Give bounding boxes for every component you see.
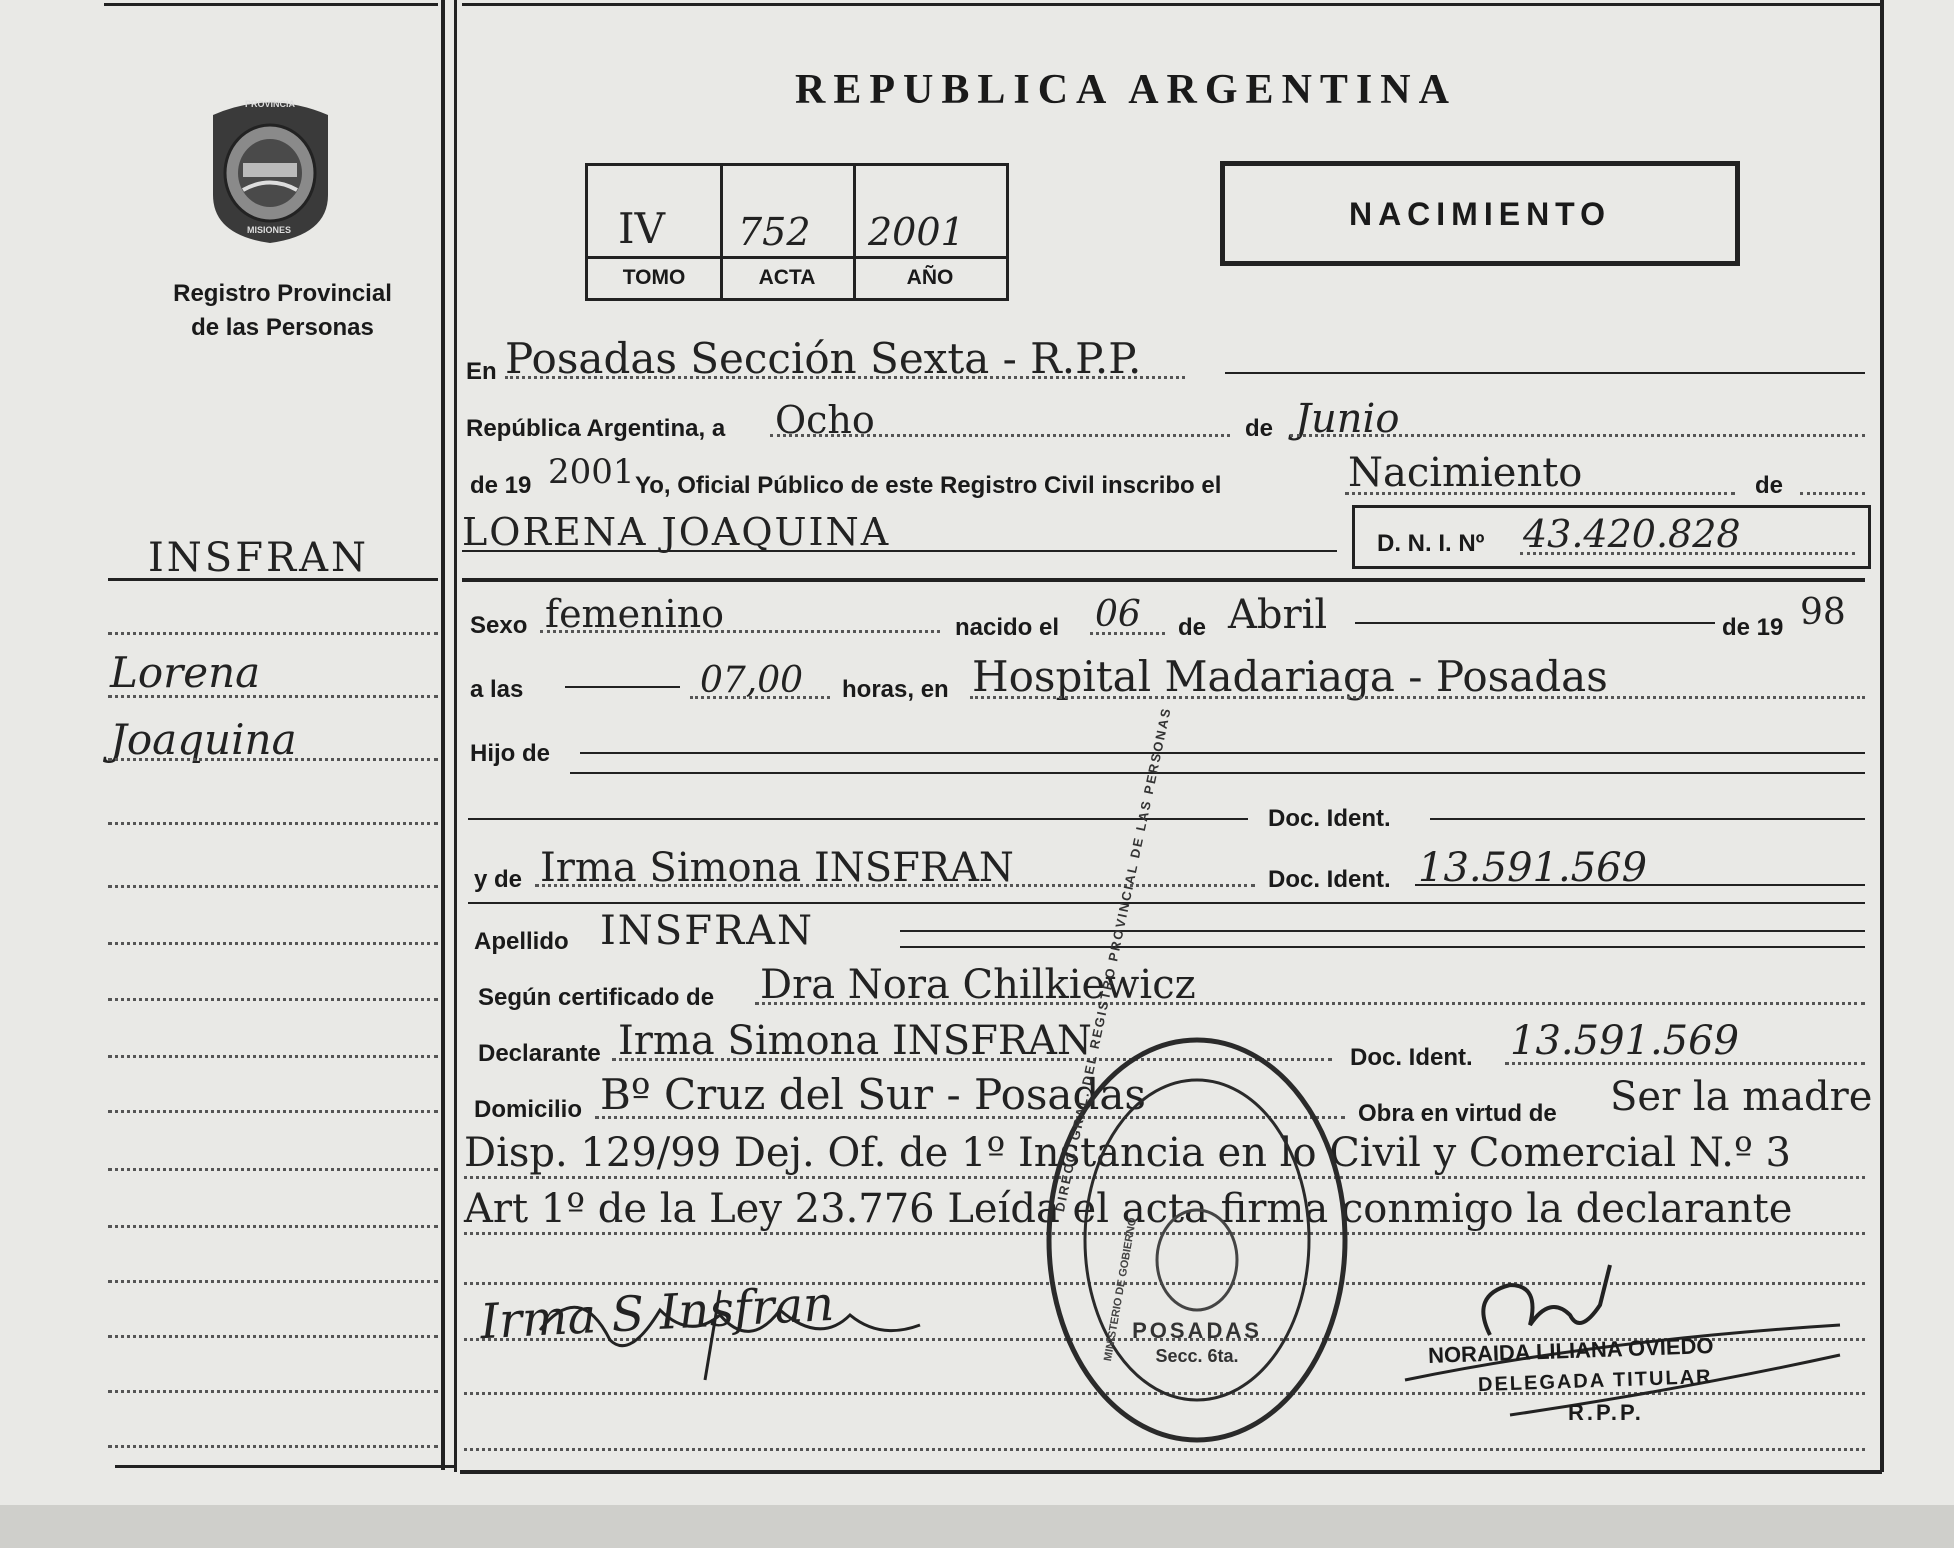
margin-dots-4 bbox=[108, 822, 438, 825]
mother-doc-label: Doc. Ident. bbox=[1268, 866, 1391, 893]
place-value: Hospital Madariaga - Posadas bbox=[972, 652, 1608, 701]
full-name: LORENA JOAQUINA bbox=[462, 510, 891, 554]
margin-surname: INSFRAN bbox=[148, 535, 369, 581]
official-name: NORAIDA LILIANA OVIEDO bbox=[1427, 1333, 1714, 1368]
declarante-doc-dots bbox=[1505, 1062, 1865, 1065]
obra-label: Obra en virtud de bbox=[1358, 1100, 1557, 1127]
birth-month-rule bbox=[1355, 622, 1715, 624]
en-value: Posadas Sección Sexta - R.P.P. bbox=[505, 334, 1142, 383]
act-dots bbox=[1345, 492, 1735, 495]
stamp-ring-text: DIRECC. GRAL. DEL REGISTRO PROVINCIAL DE LAS PERSONAS bbox=[1052, 705, 1174, 1214]
certificado-dots bbox=[755, 1002, 1865, 1005]
seal-top-text: PROVINCIA bbox=[245, 99, 296, 109]
margin-dots-13 bbox=[108, 1335, 438, 1338]
dni-box bbox=[1352, 505, 1871, 569]
bottom-rule bbox=[460, 1470, 1882, 1474]
de-label: de bbox=[1245, 415, 1274, 442]
record-type-box bbox=[1220, 161, 1740, 266]
segun-label: Según certificado de bbox=[478, 984, 715, 1011]
year-value: 2001 bbox=[548, 452, 635, 492]
year-prefix: de 19 bbox=[470, 472, 532, 499]
record-type: NACIMIENTO bbox=[1348, 196, 1612, 232]
stamp-city: POSADAS bbox=[1132, 1318, 1262, 1343]
acta-label: ACTA bbox=[758, 266, 816, 289]
apellido-rule-2 bbox=[900, 946, 1865, 948]
note-line-1: Disp. 129/99 Dej. Of. de 1º Instancia en lo Civil y Comercial N.º 3 bbox=[464, 1130, 1791, 1176]
signature-left-stroke bbox=[520, 1270, 940, 1370]
margin-dots-15 bbox=[108, 1445, 438, 1448]
act-value: Nacimiento bbox=[1348, 450, 1583, 496]
day-dots bbox=[770, 434, 1230, 437]
registry-line-2: de las Personas bbox=[191, 314, 374, 341]
mother-value: Irma Simona INSFRAN bbox=[540, 845, 1014, 891]
stamp-section: Secc. 6ta. bbox=[1155, 1346, 1239, 1366]
father-doc-label: Doc. Ident. bbox=[1268, 805, 1391, 832]
apellido-label: Apellido bbox=[474, 928, 569, 955]
apellido-value: INSFRAN bbox=[600, 908, 814, 954]
margin-dots-14 bbox=[108, 1390, 438, 1393]
hijo-label: Hijo de bbox=[470, 740, 551, 767]
horas-label: horas, en bbox=[842, 676, 949, 703]
apellido-rule bbox=[900, 930, 1865, 932]
mother-doc: 13.591.569 bbox=[1418, 845, 1648, 891]
country-title: REPUBLICA ARGENTINA bbox=[795, 67, 1457, 113]
note-line-2: Art 1º de la Ley 23.776 Leída el acta firma conmigo la declarante bbox=[464, 1186, 1793, 1232]
declarante-doc-label: Doc. Ident. bbox=[1350, 1044, 1473, 1071]
margin-dots-1 bbox=[108, 632, 438, 635]
sexo-value: femenino bbox=[545, 592, 725, 636]
margin-dots-2 bbox=[108, 695, 438, 698]
day-text: Ocho bbox=[775, 398, 875, 442]
column-divider bbox=[441, 0, 445, 1470]
margin-dots-3 bbox=[108, 758, 438, 761]
nacido-label: nacido el bbox=[955, 614, 1060, 641]
mother-doc-rule bbox=[1415, 884, 1865, 886]
sexo-dots bbox=[540, 630, 940, 633]
father-doc-rule bbox=[1430, 818, 1865, 820]
place-dots bbox=[970, 696, 1865, 699]
margin-name-2: Joaquina bbox=[110, 715, 297, 764]
en-rule bbox=[1225, 372, 1865, 374]
alas-rule bbox=[565, 686, 680, 688]
month-text: Junio bbox=[1295, 396, 1400, 442]
tomo-value: IV bbox=[618, 204, 665, 253]
birth-day-dots bbox=[1090, 632, 1165, 635]
birth-year-prefix: de 19 bbox=[1722, 614, 1784, 641]
anio-value: 2001 bbox=[868, 210, 965, 254]
yde-label: y de bbox=[474, 866, 523, 893]
margin-dots-9 bbox=[108, 1110, 438, 1113]
right-border bbox=[1880, 0, 1884, 1472]
margin-name-1: Lorena bbox=[110, 648, 261, 697]
record-box bbox=[585, 163, 1009, 301]
margin-dots-6 bbox=[108, 942, 438, 945]
registry-line-1: Registro Provincial bbox=[173, 280, 392, 307]
bottom-rule-left bbox=[115, 1465, 455, 1468]
margin-dots-10 bbox=[108, 1168, 438, 1171]
month-dots bbox=[1290, 434, 1865, 437]
obra-value: Ser la madre bbox=[1610, 1074, 1873, 1120]
declarante-value: Irma Simona INSFRAN bbox=[618, 1018, 1092, 1064]
mother-rule-2 bbox=[468, 902, 1865, 904]
tomo-label: TOMO bbox=[622, 266, 686, 289]
birth-year-value: 98 bbox=[1800, 592, 1846, 633]
declarante-label: Declarante bbox=[478, 1040, 601, 1067]
thick-rule-1 bbox=[462, 578, 1865, 582]
signature-left: Irma S Insfran bbox=[478, 1275, 836, 1351]
hijo-rule-2 bbox=[570, 772, 1865, 774]
hour-dots bbox=[690, 696, 830, 699]
birth-de-label: de bbox=[1178, 614, 1207, 641]
page-bottom-edge bbox=[0, 1505, 1954, 1548]
father-rule bbox=[468, 818, 1248, 820]
margin-dots-7 bbox=[108, 998, 438, 1001]
sexo-label: Sexo bbox=[470, 612, 528, 639]
birth-day: 06 bbox=[1095, 594, 1141, 635]
de-label-2: de bbox=[1755, 472, 1784, 499]
alas-label: a las bbox=[470, 676, 524, 703]
birth-month: Abril bbox=[1228, 592, 1328, 638]
margin-dots-12 bbox=[108, 1280, 438, 1283]
hijo-rule-1 bbox=[580, 752, 1865, 754]
margin-dots-8 bbox=[108, 1055, 438, 1058]
declarante-doc: 13.591.569 bbox=[1510, 1018, 1740, 1064]
dni-label: D. N. I. Nº bbox=[1377, 530, 1485, 557]
republica-label: República Argentina, a bbox=[466, 415, 726, 442]
certificado-value: Dra Nora Chilkiewicz bbox=[760, 962, 1196, 1008]
official-org: R.P.P. bbox=[1568, 1400, 1644, 1425]
margin-dots-11 bbox=[108, 1225, 438, 1228]
margin-dots-5 bbox=[108, 885, 438, 888]
top-rule-right bbox=[462, 3, 1880, 6]
top-rule-left bbox=[104, 3, 438, 6]
mother-dots bbox=[535, 884, 1255, 887]
seal-bottom-text: MISIONES bbox=[247, 225, 292, 235]
domicilio-label: Domicilio bbox=[474, 1096, 583, 1123]
yo-text: Yo, Oficial Público de este Registro Civil inscribo el bbox=[635, 472, 1222, 499]
dni-value: 43.420.828 bbox=[1523, 512, 1741, 556]
dni-dots bbox=[1520, 552, 1855, 555]
en-dots bbox=[505, 376, 1185, 379]
acta-value: 752 bbox=[738, 210, 811, 254]
margin-surname-rule bbox=[108, 578, 438, 581]
inner-divider bbox=[454, 0, 457, 1472]
full-name-rule bbox=[462, 550, 1337, 552]
stamp-inner-text: MINISTERIO DE GOBIERNO bbox=[1102, 1216, 1140, 1363]
official-title: DELEGADA TITULAR bbox=[1477, 1365, 1713, 1397]
domicilio-value: Bº Cruz del Sur - Posadas bbox=[600, 1070, 1146, 1119]
hour-value: 07,00 bbox=[700, 660, 804, 701]
de-dots-2 bbox=[1800, 492, 1865, 495]
provincial-seal bbox=[203, 95, 338, 245]
anio-label: AÑO bbox=[906, 266, 954, 289]
en-label: En bbox=[466, 358, 497, 385]
